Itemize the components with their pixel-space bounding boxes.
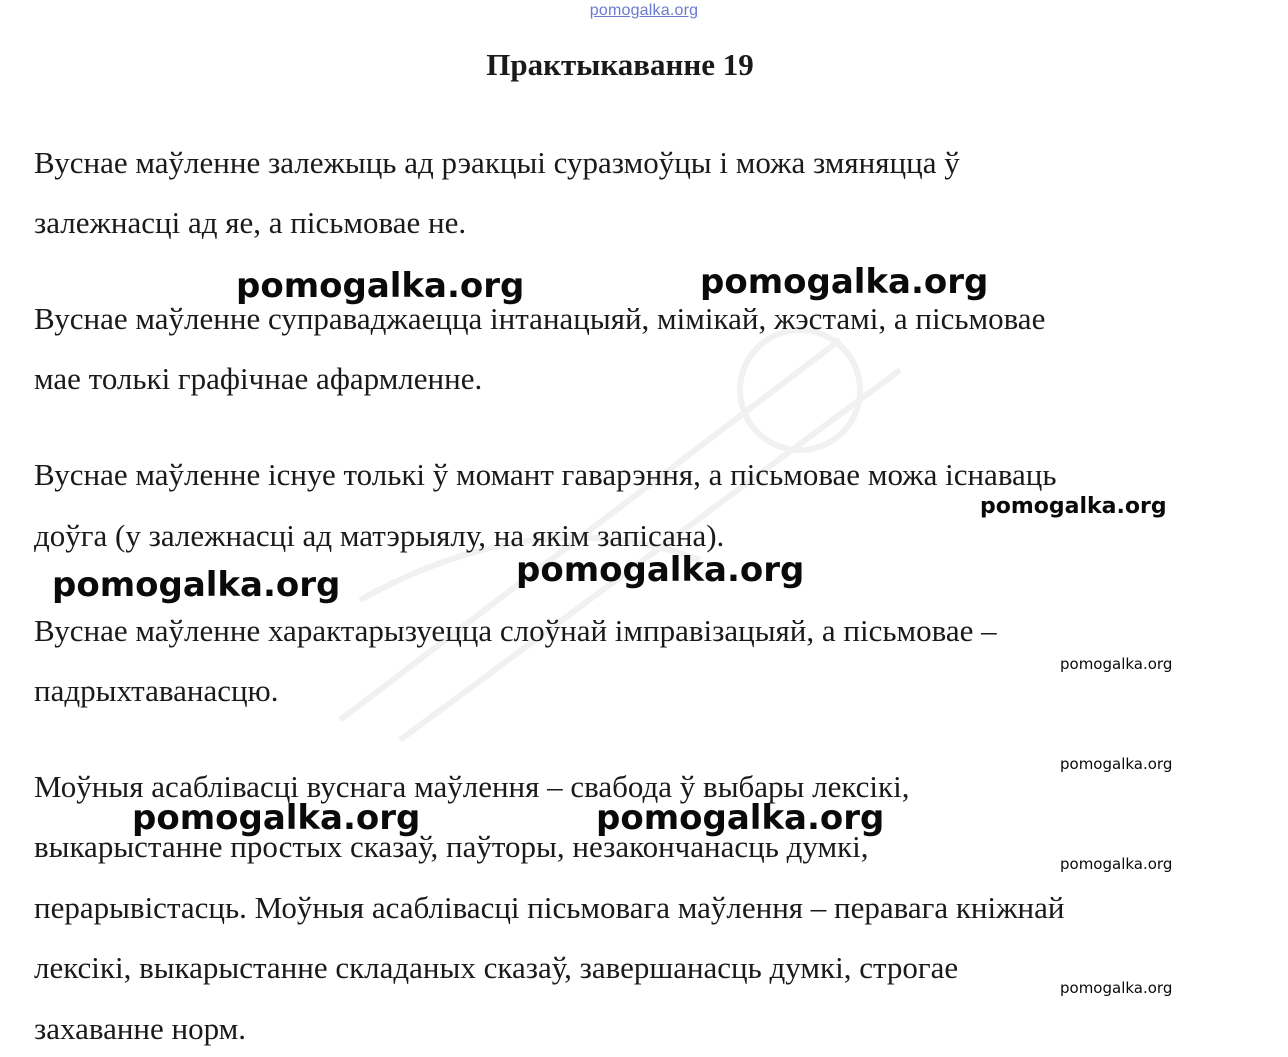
paragraph-3-line-1: Вуснае маўленне існуе толькі ў момант гаварэння, а пісьмовае можа існаваць [34,457,1057,492]
watermark: pomogalka.org [700,262,989,302]
watermark: pomogalka.org [980,494,1167,519]
paragraph-5-line-4: лексікі, выкарыстанне складаных сказаў, завершанасць думкі, строгае [34,950,959,985]
watermark: pomogalka.org [1060,855,1173,873]
paragraph-4-line-2: падрыхтаванасцю. [34,673,279,708]
watermark: pomogalka.org [516,550,805,590]
site-link[interactable]: pomogalka.org [589,2,699,19]
watermark: pomogalka.org [596,798,885,838]
watermark: pomogalka.org [236,266,525,306]
paragraph-5-line-1: Моўныя асаблівасці вуснага маўлення – свабода ў выбары лексікі, [34,769,910,804]
paragraph-5-line-3: перарывістасць. Моўныя асаблівасці пісьмовага маўлення – перавага кніжнай [34,890,1065,925]
watermark: pomogalka.org [1060,755,1173,773]
paragraph-3-line-2: доўга (у залежнасці ад матэрыялу, на якім запісана). [34,518,725,553]
watermark: pomogalka.org [52,565,341,605]
paragraph-5-line-2: выкарыстанне простых сказаў, паўторы, незакончанасць думкі, [34,829,869,864]
paragraph-4-line-1: Вуснае маўленне характарызуецца слоўнай імправізацыяй, а пісьмовае – [34,613,997,648]
watermark: pomogalka.org [132,798,421,838]
paragraph-2-line-1: Вуснае маўленне суправаджаецца інтанацыяй, мімікай, жэстамі, а пісьмовае [34,301,1046,336]
paragraph-1-line-1: Вуснае маўленне залежыць ад рэакцыі суразмоўцы і можа змяняцца ў [34,145,960,180]
paragraph-2-line-2: мае толькі графічнае афармленне. [34,361,483,396]
watermark: pomogalka.org [1060,655,1173,673]
paragraph-1-line-2: залежнасці ад яе, а пісьмовае не. [34,205,467,240]
paragraph-5-line-5: захаванне норм. [34,1011,247,1046]
page-title: Практыкаванне 19 [486,47,754,82]
watermark: pomogalka.org [1060,979,1173,997]
